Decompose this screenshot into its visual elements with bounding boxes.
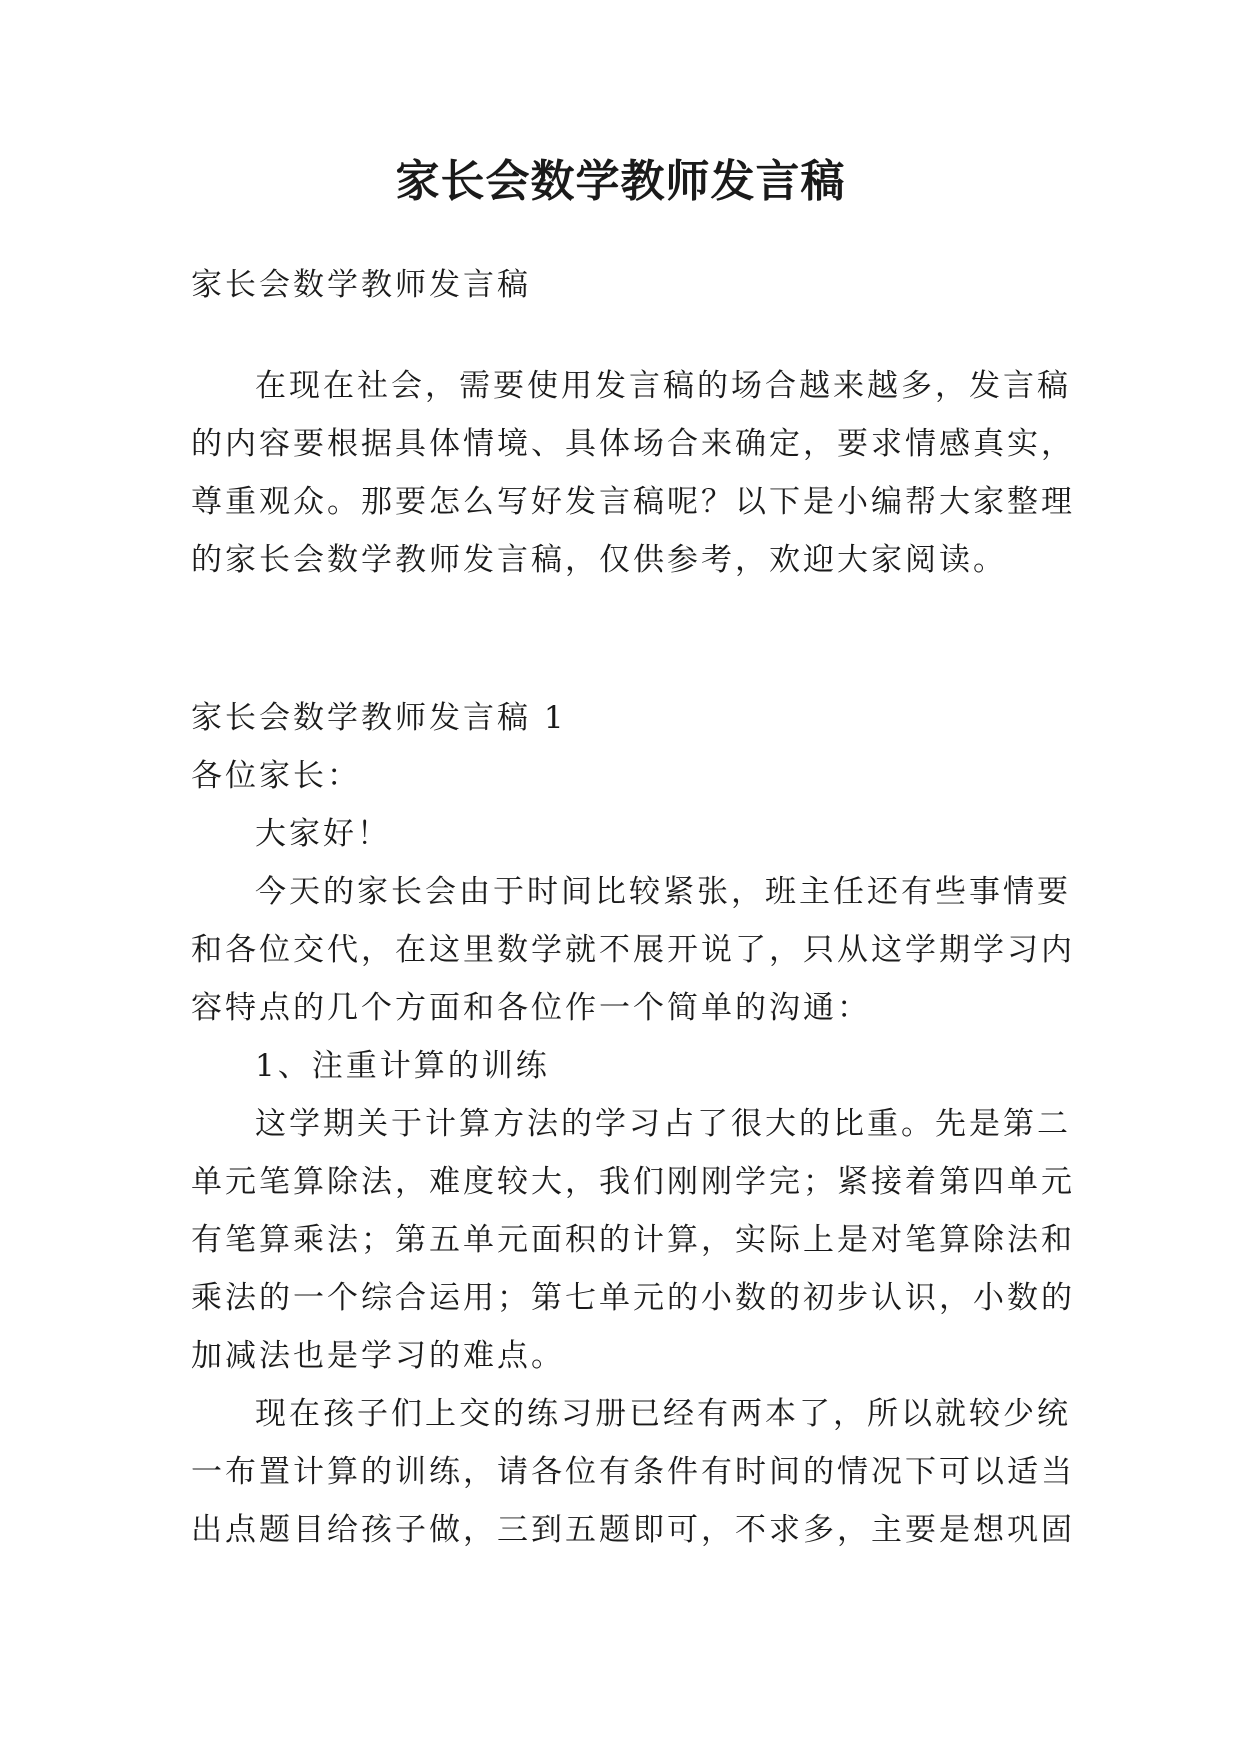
para2-line-2: 单元笔算除法，难度较大，我们刚刚学完；紧接着第四单元 (191, 1164, 1075, 1200)
para3-line-1: 现在孩子们上交的练习册已经有两本了，所以就较少统 (255, 1396, 1071, 1432)
para2-line-1: 这学期关于计算方法的学习占了很大的比重。先是第二 (255, 1106, 1071, 1142)
intro-paragraph (191, 357, 1075, 589)
intro-line-2: 的内容要根据具体情境、具体场合来确定，要求情感真实， (191, 426, 1075, 462)
greeting: 大家好！ (255, 816, 391, 852)
intro-line-3: 尊重观众。那要怎么写好发言稿呢？以下是小编帮大家整理 (191, 484, 1075, 520)
document-subtitle (191, 256, 1061, 314)
document-title: 家长会数学教师发言稿 (395, 156, 846, 207)
para2-line-3: 有笔算乘法；第五单元面积的计算，实际上是对笔算除法和 (191, 1222, 1075, 1258)
point-1-heading: 1、注重计算的训练 (255, 1048, 550, 1084)
para3-line-3: 出点题目给孩子做，三到五题即可，不求多，主要是想巩固 (191, 1512, 1075, 1548)
intro-line-1: 在现在社会，需要使用发言稿的场合越来越多，发言稿 (255, 368, 1071, 404)
para1-line-2: 和各位交代，在这里数学就不展开说了，只从这学期学习内 (191, 932, 1075, 968)
salutation: 各位家长： (191, 758, 361, 794)
para2-line-5: 加减法也是学习的难点。 (191, 1338, 565, 1374)
intro-line-4: 的家长会数学教师发言稿，仅供参考，欢迎大家阅读。 (191, 542, 1007, 578)
speech-body (191, 689, 1075, 1559)
para1-line-1: 今天的家长会由于时间比较紧张，班主任还有些事情要 (255, 874, 1071, 910)
section-heading: 家长会数学教师发言稿 1 (191, 700, 567, 736)
subtitle-line: 家长会数学教师发言稿 (191, 267, 531, 303)
para1-line-3: 容特点的几个方面和各位作一个简单的沟通： (191, 990, 871, 1026)
para2-line-4: 乘法的一个综合运用；第七单元的小数的初步认识，小数的 (191, 1280, 1075, 1316)
para3-line-2: 一布置计算的训练，请各位有条件有时间的情况下可以适当 (191, 1454, 1075, 1490)
